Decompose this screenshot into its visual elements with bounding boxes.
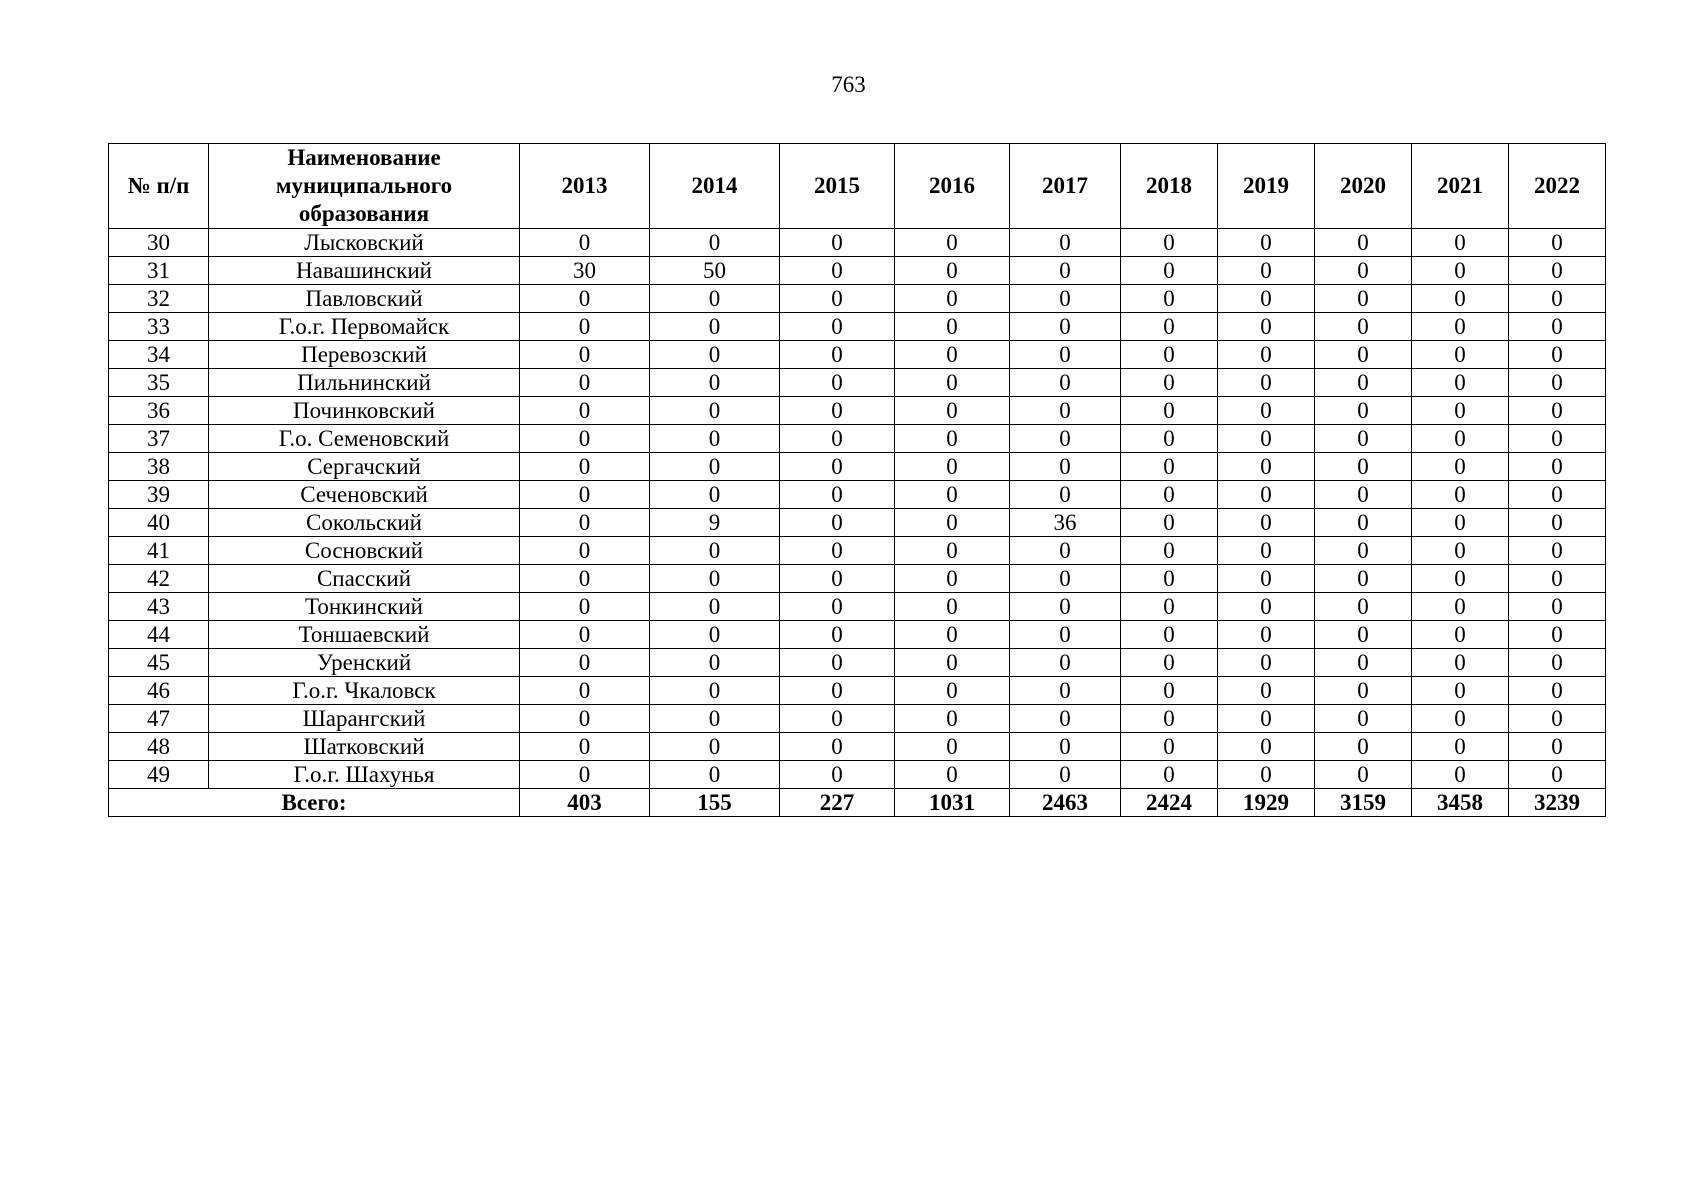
year-value-cell: 0 [1412, 509, 1509, 537]
year-value-cell: 0 [895, 425, 1010, 453]
year-value-cell: 0 [1010, 257, 1121, 285]
year-value-cell: 0 [1010, 733, 1121, 761]
year-value-cell: 0 [895, 677, 1010, 705]
year-value-cell: 0 [1010, 285, 1121, 313]
year-value-cell: 0 [1315, 565, 1412, 593]
year-value-cell: 30 [520, 257, 650, 285]
year-value-cell: 0 [1010, 761, 1121, 789]
total-value-cell: 155 [650, 789, 780, 817]
year-value-cell: 0 [650, 705, 780, 733]
year-value-cell: 0 [1412, 761, 1509, 789]
table-row [109, 285, 1606, 313]
year-value-cell: 0 [895, 229, 1010, 257]
year-value-cell: 0 [780, 341, 895, 369]
column-header: 2022 [1509, 144, 1606, 229]
year-value-cell: 0 [1509, 425, 1606, 453]
year-value-cell: 0 [520, 397, 650, 425]
year-value-cell: 0 [895, 509, 1010, 537]
year-value-cell: 0 [895, 481, 1010, 509]
total-value-cell: 3458 [1412, 789, 1509, 817]
year-value-cell: 0 [1121, 257, 1218, 285]
municipality-name-cell: Лысковский [209, 229, 520, 257]
table-row [109, 761, 1606, 789]
year-value-cell: 0 [1412, 453, 1509, 481]
table-row [109, 537, 1606, 565]
year-value-cell: 0 [895, 621, 1010, 649]
year-value-cell: 0 [1412, 733, 1509, 761]
year-value-cell: 0 [780, 677, 895, 705]
year-value-cell: 0 [1315, 537, 1412, 565]
year-value-cell: 0 [520, 649, 650, 677]
year-value-cell: 0 [520, 341, 650, 369]
year-value-cell: 0 [1121, 397, 1218, 425]
year-value-cell: 0 [1315, 397, 1412, 425]
year-value-cell: 0 [1218, 397, 1315, 425]
year-value-cell: 9 [650, 509, 780, 537]
year-value-cell: 0 [780, 481, 895, 509]
column-header: 2020 [1315, 144, 1412, 229]
year-value-cell: 0 [1218, 733, 1315, 761]
year-value-cell: 0 [895, 313, 1010, 341]
year-value-cell: 0 [1218, 565, 1315, 593]
year-value-cell: 0 [650, 313, 780, 341]
year-value-cell: 0 [1315, 677, 1412, 705]
year-value-cell: 0 [1412, 313, 1509, 341]
year-value-cell: 0 [1218, 285, 1315, 313]
row-number-cell: 47 [109, 705, 209, 733]
year-value-cell: 0 [1509, 649, 1606, 677]
year-value-cell: 0 [650, 285, 780, 313]
row-number-cell: 44 [109, 621, 209, 649]
year-value-cell: 0 [1010, 313, 1121, 341]
year-value-cell: 0 [1412, 649, 1509, 677]
year-value-cell: 0 [1315, 285, 1412, 313]
row-number-cell: 45 [109, 649, 209, 677]
year-value-cell: 0 [780, 425, 895, 453]
year-value-cell: 0 [780, 509, 895, 537]
table-row [109, 621, 1606, 649]
year-value-cell: 0 [650, 621, 780, 649]
year-value-cell: 0 [1218, 593, 1315, 621]
year-value-cell: 0 [520, 229, 650, 257]
year-value-cell: 0 [1010, 425, 1121, 453]
column-header: 2021 [1412, 144, 1509, 229]
table-row [109, 481, 1606, 509]
year-value-cell: 0 [520, 733, 650, 761]
year-value-cell: 0 [1121, 677, 1218, 705]
year-value-cell: 0 [520, 369, 650, 397]
year-value-cell: 0 [1010, 397, 1121, 425]
year-value-cell: 0 [780, 229, 895, 257]
year-value-cell: 0 [780, 369, 895, 397]
municipality-name-cell: Шарангский [209, 705, 520, 733]
total-value-cell: 3159 [1315, 789, 1412, 817]
year-value-cell: 0 [1121, 509, 1218, 537]
year-value-cell: 0 [1121, 593, 1218, 621]
year-value-cell: 0 [1121, 285, 1218, 313]
year-value-cell: 0 [1412, 341, 1509, 369]
year-value-cell: 0 [1010, 677, 1121, 705]
municipality-name-cell: Г.о.г. Шахунья [209, 761, 520, 789]
year-value-cell: 0 [1121, 537, 1218, 565]
year-value-cell: 0 [1121, 705, 1218, 733]
year-value-cell: 0 [895, 341, 1010, 369]
year-value-cell: 0 [1509, 509, 1606, 537]
year-value-cell: 0 [1412, 229, 1509, 257]
municipality-name-cell: Перевозский [209, 341, 520, 369]
table-row [109, 453, 1606, 481]
year-value-cell: 0 [1010, 369, 1121, 397]
year-value-cell: 0 [1509, 453, 1606, 481]
year-value-cell: 0 [1315, 425, 1412, 453]
year-value-cell: 0 [1121, 425, 1218, 453]
year-value-cell: 0 [1509, 537, 1606, 565]
year-value-cell: 0 [650, 369, 780, 397]
row-number-cell: 48 [109, 733, 209, 761]
row-number-cell: 30 [109, 229, 209, 257]
year-value-cell: 0 [520, 761, 650, 789]
column-header: 2016 [895, 144, 1010, 229]
year-value-cell: 0 [1218, 705, 1315, 733]
year-value-cell: 0 [1218, 229, 1315, 257]
year-value-cell: 0 [650, 453, 780, 481]
year-value-cell: 0 [1509, 593, 1606, 621]
year-value-cell: 0 [780, 565, 895, 593]
year-value-cell: 0 [1010, 705, 1121, 733]
row-number-cell: 49 [109, 761, 209, 789]
year-value-cell: 0 [1315, 229, 1412, 257]
row-number-cell: 32 [109, 285, 209, 313]
year-value-cell: 0 [895, 369, 1010, 397]
municipality-name-cell: Уренский [209, 649, 520, 677]
column-header: № п/п [109, 144, 209, 229]
year-value-cell: 50 [650, 257, 780, 285]
municipality-name-cell: Сосновский [209, 537, 520, 565]
year-value-cell: 0 [1121, 453, 1218, 481]
municipality-name-cell: Сергачский [209, 453, 520, 481]
year-value-cell: 0 [520, 285, 650, 313]
year-value-cell: 0 [650, 733, 780, 761]
year-value-cell: 0 [1121, 621, 1218, 649]
column-header: 2014 [650, 144, 780, 229]
year-value-cell: 0 [780, 285, 895, 313]
municipality-name-cell: Г.о.г. Чкаловск [209, 677, 520, 705]
municipality-name-cell: Шатковский [209, 733, 520, 761]
total-value-cell: 3239 [1509, 789, 1606, 817]
year-value-cell: 0 [1218, 761, 1315, 789]
year-value-cell: 0 [1509, 313, 1606, 341]
year-value-cell: 0 [650, 761, 780, 789]
year-value-cell: 0 [1218, 621, 1315, 649]
year-value-cell: 0 [1509, 761, 1606, 789]
table-header-row [109, 144, 1606, 229]
table-row [109, 341, 1606, 369]
year-value-cell: 0 [1315, 649, 1412, 677]
year-value-cell: 0 [1315, 257, 1412, 285]
year-value-cell: 0 [1121, 229, 1218, 257]
total-value-cell: 1031 [895, 789, 1010, 817]
year-value-cell: 0 [780, 537, 895, 565]
year-value-cell: 0 [895, 397, 1010, 425]
year-value-cell: 0 [520, 453, 650, 481]
municipality-name-cell: Навашинский [209, 257, 520, 285]
year-value-cell: 0 [780, 453, 895, 481]
year-value-cell: 0 [1412, 705, 1509, 733]
year-value-cell: 0 [1121, 733, 1218, 761]
year-value-cell: 0 [1121, 649, 1218, 677]
table-body [109, 229, 1606, 789]
row-number-cell: 31 [109, 257, 209, 285]
year-value-cell: 0 [1315, 593, 1412, 621]
year-value-cell: 0 [1010, 229, 1121, 257]
row-number-cell: 39 [109, 481, 209, 509]
year-value-cell: 0 [1412, 481, 1509, 509]
column-header: 2017 [1010, 144, 1121, 229]
total-value-cell: 403 [520, 789, 650, 817]
year-value-cell: 0 [1412, 565, 1509, 593]
year-value-cell: 0 [1509, 705, 1606, 733]
year-value-cell: 0 [1509, 481, 1606, 509]
row-number-cell: 42 [109, 565, 209, 593]
year-value-cell: 0 [650, 481, 780, 509]
year-value-cell: 0 [895, 649, 1010, 677]
year-value-cell: 0 [1509, 621, 1606, 649]
year-value-cell: 0 [1412, 537, 1509, 565]
row-number-cell: 35 [109, 369, 209, 397]
year-value-cell: 0 [895, 285, 1010, 313]
municipality-name-cell: Починковский [209, 397, 520, 425]
year-value-cell: 0 [1218, 369, 1315, 397]
year-value-cell: 0 [1121, 369, 1218, 397]
year-value-cell: 0 [650, 397, 780, 425]
year-value-cell: 0 [650, 537, 780, 565]
year-value-cell: 0 [1315, 313, 1412, 341]
year-value-cell: 0 [1412, 285, 1509, 313]
year-value-cell: 0 [650, 677, 780, 705]
table-row [109, 565, 1606, 593]
municipality-name-cell: Тонкинский [209, 593, 520, 621]
row-number-cell: 33 [109, 313, 209, 341]
year-value-cell: 0 [1509, 733, 1606, 761]
table-row [109, 369, 1606, 397]
year-value-cell: 0 [1218, 313, 1315, 341]
municipality-name-cell: Сокольский [209, 509, 520, 537]
year-value-cell: 0 [1218, 677, 1315, 705]
year-value-cell: 0 [1010, 481, 1121, 509]
year-value-cell: 0 [1010, 537, 1121, 565]
year-value-cell: 0 [1509, 369, 1606, 397]
municipality-name-cell: Г.о.г. Первомайск [209, 313, 520, 341]
year-value-cell: 0 [650, 425, 780, 453]
year-value-cell: 0 [1121, 565, 1218, 593]
year-value-cell: 0 [1010, 621, 1121, 649]
year-value-cell: 0 [1315, 481, 1412, 509]
year-value-cell: 0 [520, 705, 650, 733]
year-value-cell: 0 [1509, 397, 1606, 425]
year-value-cell: 0 [1412, 621, 1509, 649]
column-header: 2018 [1121, 144, 1218, 229]
municipality-name-cell: Пильнинский [209, 369, 520, 397]
year-value-cell: 0 [1121, 761, 1218, 789]
year-value-cell: 0 [780, 621, 895, 649]
year-value-cell: 0 [780, 705, 895, 733]
row-number-cell: 40 [109, 509, 209, 537]
table-row [109, 733, 1606, 761]
column-header: 2013 [520, 144, 650, 229]
year-value-cell: 0 [1315, 733, 1412, 761]
year-value-cell: 0 [650, 565, 780, 593]
year-value-cell: 0 [780, 257, 895, 285]
year-value-cell: 0 [1412, 425, 1509, 453]
table-row [109, 593, 1606, 621]
year-value-cell: 0 [780, 761, 895, 789]
table-row [109, 509, 1606, 537]
year-value-cell: 0 [1315, 453, 1412, 481]
municipality-name-cell: Спасский [209, 565, 520, 593]
municipality-name-cell: Тоншаевский [209, 621, 520, 649]
year-value-cell: 0 [895, 565, 1010, 593]
year-value-cell: 0 [895, 761, 1010, 789]
total-value-cell: 2424 [1121, 789, 1218, 817]
table-row [109, 229, 1606, 257]
year-value-cell: 0 [780, 733, 895, 761]
municipality-name-cell: Г.о. Семеновский [209, 425, 520, 453]
year-value-cell: 0 [1218, 509, 1315, 537]
year-value-cell: 0 [650, 341, 780, 369]
year-value-cell: 0 [1218, 453, 1315, 481]
row-number-cell: 36 [109, 397, 209, 425]
year-value-cell: 0 [780, 397, 895, 425]
year-value-cell: 0 [520, 537, 650, 565]
year-value-cell: 0 [520, 565, 650, 593]
table-row [109, 705, 1606, 733]
year-value-cell: 0 [1218, 649, 1315, 677]
year-value-cell: 0 [1218, 537, 1315, 565]
year-value-cell: 0 [1509, 341, 1606, 369]
table-row [109, 313, 1606, 341]
year-value-cell: 0 [1121, 341, 1218, 369]
year-value-cell: 0 [650, 593, 780, 621]
year-value-cell: 0 [1218, 257, 1315, 285]
year-value-cell: 0 [650, 229, 780, 257]
table-row [109, 257, 1606, 285]
year-value-cell: 0 [1509, 285, 1606, 313]
page-number: 763 [831, 72, 866, 97]
year-value-cell: 0 [1010, 649, 1121, 677]
year-value-cell: 0 [1509, 677, 1606, 705]
year-value-cell: 0 [1412, 593, 1509, 621]
year-value-cell: 0 [1412, 677, 1509, 705]
year-value-cell: 0 [1412, 257, 1509, 285]
row-number-cell: 43 [109, 593, 209, 621]
year-value-cell: 0 [1509, 229, 1606, 257]
total-value-cell: 2463 [1010, 789, 1121, 817]
row-number-cell: 38 [109, 453, 209, 481]
year-value-cell: 0 [1218, 341, 1315, 369]
year-value-cell: 0 [780, 649, 895, 677]
year-value-cell: 0 [520, 481, 650, 509]
year-value-cell: 0 [780, 593, 895, 621]
year-value-cell: 0 [520, 677, 650, 705]
table-row [109, 397, 1606, 425]
year-value-cell: 0 [1315, 369, 1412, 397]
year-value-cell: 0 [1412, 397, 1509, 425]
year-value-cell: 0 [1010, 593, 1121, 621]
year-value-cell: 0 [520, 313, 650, 341]
year-value-cell: 0 [1010, 341, 1121, 369]
data-table [108, 143, 1606, 817]
year-value-cell: 0 [1315, 509, 1412, 537]
table-row [109, 649, 1606, 677]
year-value-cell: 0 [520, 509, 650, 537]
year-value-cell: 0 [1218, 481, 1315, 509]
year-value-cell: 0 [1315, 621, 1412, 649]
year-value-cell: 0 [895, 705, 1010, 733]
year-value-cell: 0 [1315, 341, 1412, 369]
year-value-cell: 0 [1010, 565, 1121, 593]
year-value-cell: 0 [895, 733, 1010, 761]
year-value-cell: 0 [895, 257, 1010, 285]
row-number-cell: 46 [109, 677, 209, 705]
row-number-cell: 34 [109, 341, 209, 369]
year-value-cell: 0 [1218, 425, 1315, 453]
municipality-name-cell: Павловский [209, 285, 520, 313]
year-value-cell: 0 [520, 593, 650, 621]
column-header: 2019 [1218, 144, 1315, 229]
year-value-cell: 0 [1121, 313, 1218, 341]
year-value-cell: 0 [1509, 565, 1606, 593]
year-value-cell: 0 [1412, 369, 1509, 397]
year-value-cell: 36 [1010, 509, 1121, 537]
year-value-cell: 0 [895, 537, 1010, 565]
year-value-cell: 0 [1010, 453, 1121, 481]
total-row [109, 789, 1606, 817]
year-value-cell: 0 [1509, 257, 1606, 285]
year-value-cell: 0 [1121, 481, 1218, 509]
year-value-cell: 0 [520, 621, 650, 649]
year-value-cell: 0 [1315, 761, 1412, 789]
year-value-cell: 0 [780, 313, 895, 341]
total-label: Всего: [109, 789, 520, 817]
year-value-cell: 0 [520, 425, 650, 453]
table-row [109, 677, 1606, 705]
table-row [109, 425, 1606, 453]
municipality-name-cell: Сеченовский [209, 481, 520, 509]
column-header: 2015 [780, 144, 895, 229]
total-value-cell: 1929 [1218, 789, 1315, 817]
total-value-cell: 227 [780, 789, 895, 817]
column-header: Наименование муниципального образования [209, 144, 520, 229]
year-value-cell: 0 [895, 453, 1010, 481]
year-value-cell: 0 [895, 593, 1010, 621]
row-number-cell: 37 [109, 425, 209, 453]
row-number-cell: 41 [109, 537, 209, 565]
year-value-cell: 0 [1315, 705, 1412, 733]
year-value-cell: 0 [650, 649, 780, 677]
